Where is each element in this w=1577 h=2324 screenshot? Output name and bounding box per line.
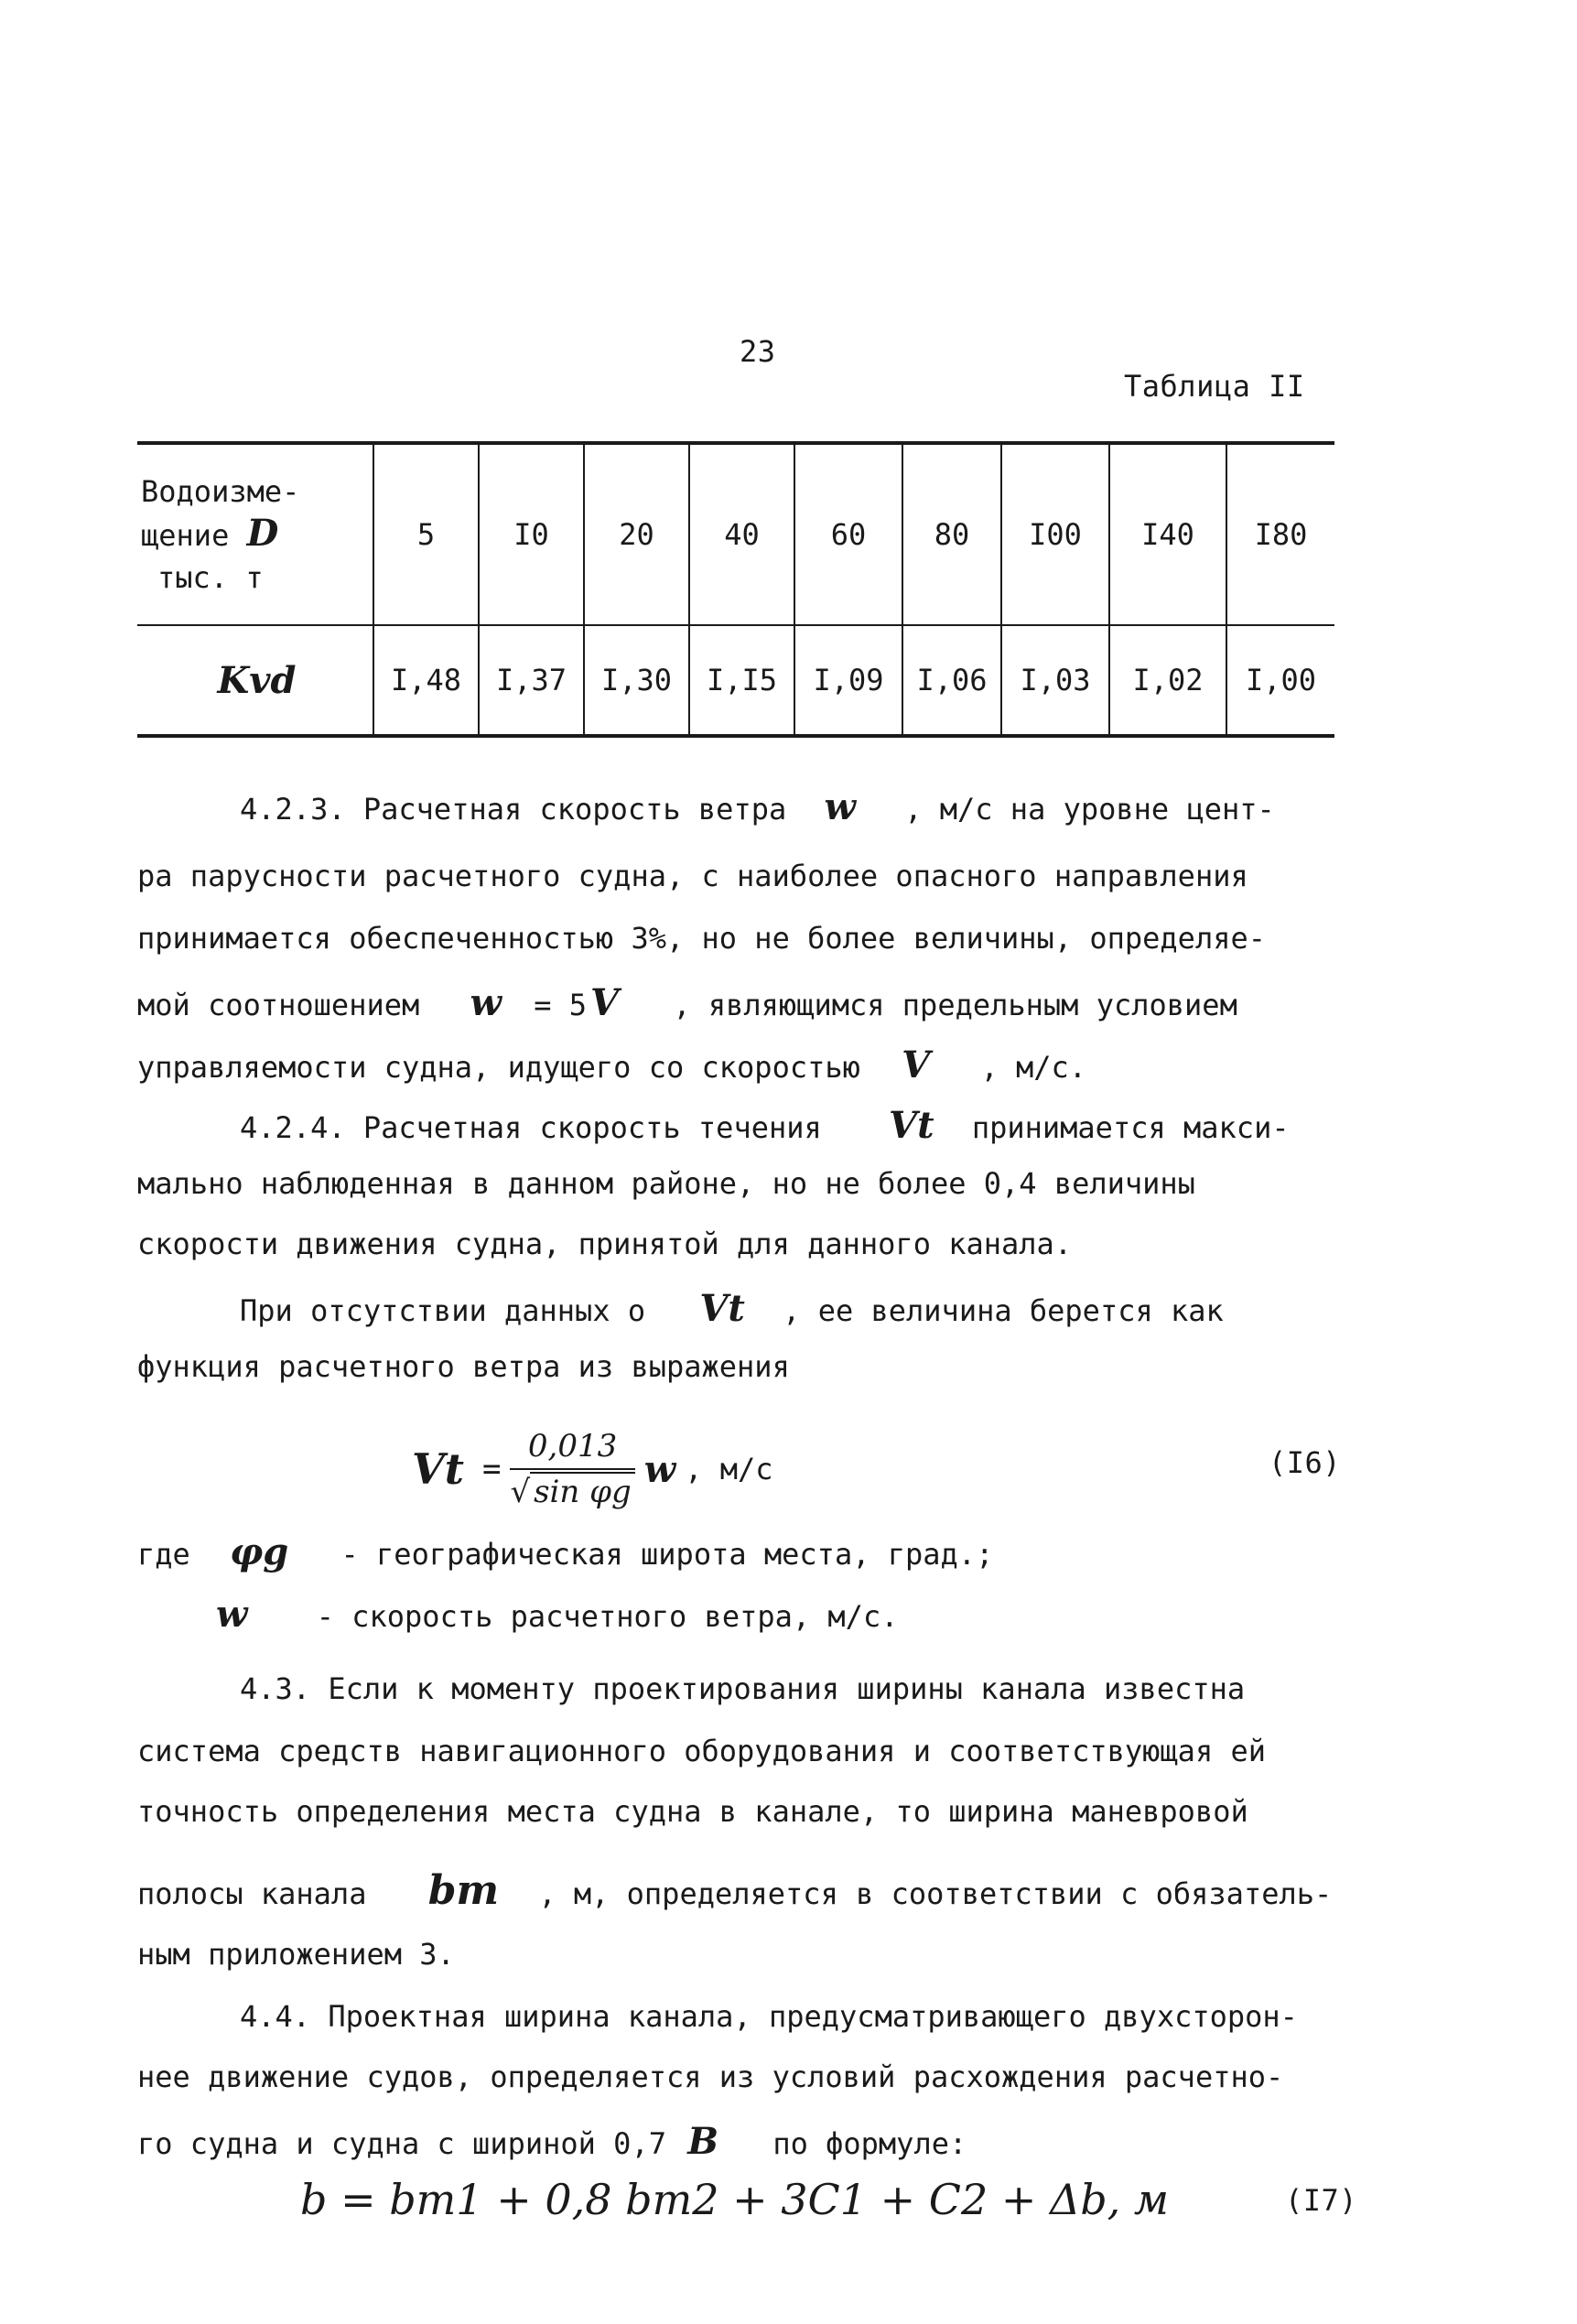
p423-line-1: 4.2.3. Расчетная скорость ветра w , м/с на уровне цент-: [240, 785, 1275, 828]
value-cell: I,02: [1109, 625, 1226, 736]
value-cell: I,I5: [689, 625, 794, 736]
wind-speed-symbol: w: [824, 785, 856, 828]
value-cell: I,00: [1226, 625, 1334, 736]
maneuver-width-symbol: bm: [427, 1867, 500, 1914]
value-cell: I,09: [794, 625, 902, 736]
data-table: [137, 441, 1334, 738]
p44-line-3: го судна и судна с шириной 0,7 B по формуле:: [137, 2120, 967, 2163]
latitude-symbol: φg: [230, 1530, 289, 1573]
value-cell: I,30: [584, 625, 689, 736]
displacement-symbol: D: [246, 512, 279, 555]
p424-line-2: мально наблюденная в данном районе, но не более 0,4 величины: [137, 1166, 1195, 1201]
header-cell: 80: [902, 443, 1001, 625]
page-number: 23: [740, 334, 776, 369]
header-label-line-2: щение D: [141, 512, 279, 555]
header-label-line-1: Водоизме-: [141, 474, 300, 509]
header-cell: I40: [1109, 443, 1226, 625]
header-cell: 60: [794, 443, 902, 625]
p423-line-4: мой соотношением w = 5 V , являющимся предельным условием: [137, 981, 1237, 1024]
equation-16-number: (I6): [1269, 1445, 1342, 1480]
header-cell: I80: [1226, 443, 1334, 625]
p424-line-3: скорости движения судна, принятой для данного канала.: [137, 1227, 1073, 1261]
sqrt-sign: √: [510, 1474, 531, 1510]
header-cell: 5: [373, 443, 479, 625]
wind-speed-symbol: w: [643, 1447, 676, 1491]
p44-line-2: нее движение судов, определяется из условий расхождения расчетно-: [137, 2059, 1284, 2094]
p43-line-1: 4.3. Если к моменту проектирования ширины канала известна: [240, 1671, 1246, 1706]
value-cell: I,37: [479, 625, 584, 736]
header-cell: 40: [689, 443, 794, 625]
p43-line-2: система средств навигационного оборудования и соответствующая ей: [137, 1734, 1266, 1768]
eq16-denominator: √ sin φg: [510, 1470, 634, 1510]
p424-line-1: 4.2.4. Расчетная скорость течения Vt принимается макси-: [240, 1104, 1290, 1147]
absence-line-2: функция расчетного ветра из выражения: [137, 1349, 790, 1384]
p43-line-4: полосы канала bm , м, определяется в соответствии с обязатель-: [137, 1867, 1333, 1914]
equation-17-number: (I7): [1285, 2183, 1358, 2218]
ship-width-symbol: B: [687, 2120, 719, 2163]
header-label-line-3: тыс. т: [157, 560, 264, 595]
header-cell: I00: [1001, 443, 1109, 625]
where-line-2: w - скорость расчетного ветра, м/с.: [216, 1593, 899, 1636]
table-header-row: [137, 443, 1334, 625]
eq16-fraction: [510, 1428, 634, 1510]
p423-line-5: управляемости судна, идущего со скоростью V , м/с.: [137, 1043, 1087, 1086]
table-value-row: [137, 625, 1334, 736]
where-line-1: где φg - географическая широта места, град.;: [137, 1530, 994, 1573]
eq16-numerator: 0,013: [510, 1428, 634, 1470]
header-cell: I0: [479, 443, 584, 625]
wind-speed-symbol: w: [470, 981, 502, 1024]
p44-line-1: 4.4. Проектная ширина канала, предусматривающего двухсторон-: [240, 1999, 1298, 2034]
wind-speed-symbol: w: [216, 1593, 248, 1636]
kvd-symbol: Kvd: [217, 658, 297, 702]
absence-line-1: При отсутствии данных о Vt , ее величина берется как: [240, 1287, 1224, 1330]
header-cell: 20: [584, 443, 689, 625]
p423-line-2: ра парусности расчетного судна, с наиболее опасного направления: [137, 859, 1248, 893]
current-speed-symbol: Vt: [889, 1104, 934, 1147]
value-cell: I,48: [373, 625, 479, 736]
ship-speed-symbol: V: [902, 1043, 931, 1086]
eq16-unit: , м/с: [685, 1452, 773, 1486]
value-cell: I,03: [1001, 625, 1109, 736]
p43-line-5: ным приложением 3.: [137, 1937, 455, 1972]
ship-speed-symbol: V: [590, 981, 620, 1024]
header-label-cell: [137, 443, 373, 625]
p423-line-3: принимается обеспеченностью 3%, но не более величины, определяе-: [137, 921, 1266, 956]
p43-line-3: точность определения места судна в канале, то ширина маневровой: [137, 1794, 1248, 1829]
table-caption: Таблица II: [1124, 369, 1305, 404]
equation-16: Vt = $\frac{0,013}{\text{√ sin φg}}$ w , м/с: [412, 1428, 773, 1510]
value-cell: I,06: [902, 625, 1001, 736]
current-speed-symbol: Vt: [699, 1287, 745, 1330]
current-speed-symbol: Vt: [412, 1444, 464, 1494]
equation-17: b = bm1 + 0,8 bm2 + 3C1 + C2 + Δb, м: [300, 2175, 1170, 2224]
row-label-cell: [137, 625, 373, 736]
